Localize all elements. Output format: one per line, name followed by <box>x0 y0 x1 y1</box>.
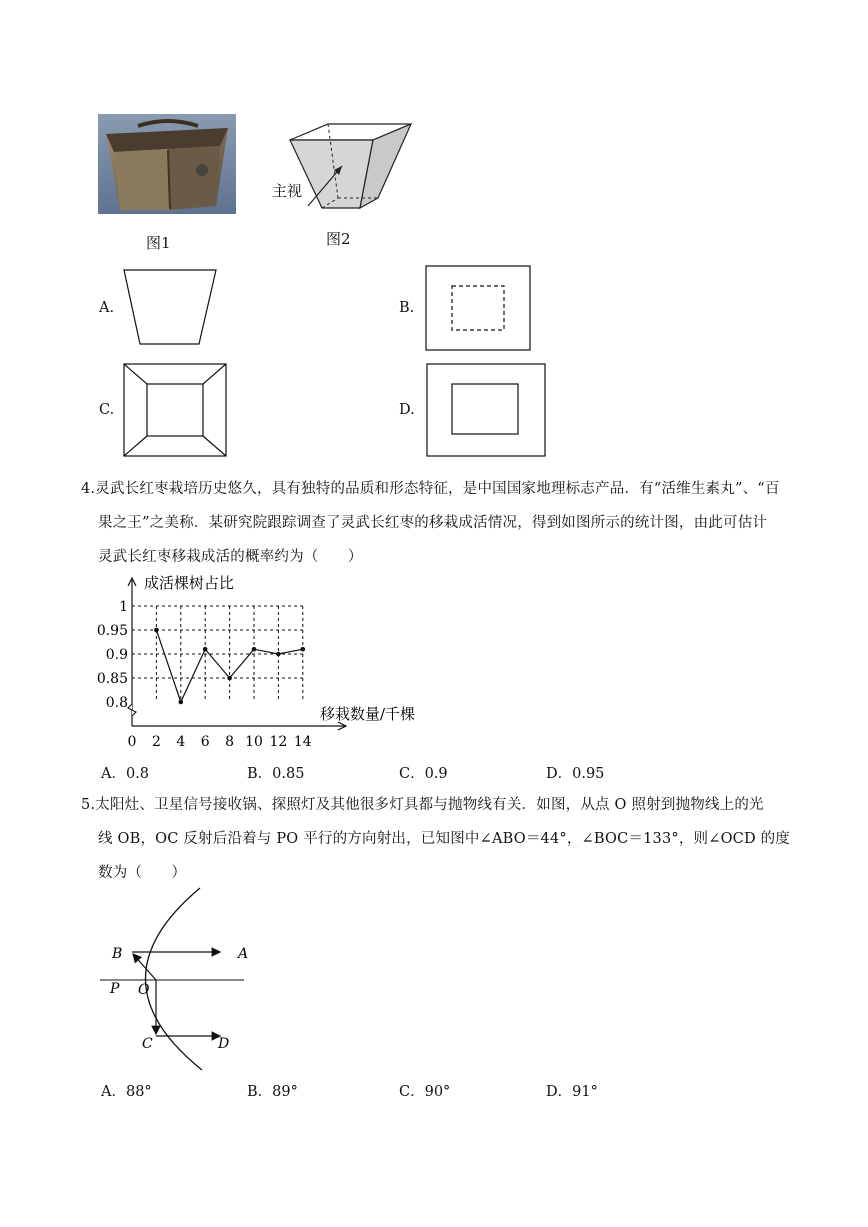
q5-line1: 太阳灶、卫星信号接收锅、探照灯及其他很多灯具都与抛物线有关．如图，从点 O 照射到抛物线上的光 <box>95 797 764 813</box>
q5-option-d: D．91° <box>546 1084 598 1100</box>
x-tick-label: 10 <box>245 734 263 750</box>
y-tick-label: 1 <box>119 599 128 615</box>
chart-y-label: 成活棵树占比 <box>144 574 235 592</box>
data-point <box>179 700 184 705</box>
survival-rate-chart <box>96 572 450 752</box>
data-point <box>154 628 159 633</box>
fig1-photo <box>98 114 236 214</box>
axis-break <box>128 704 136 716</box>
y-tick-label: 0.9 <box>105 647 128 663</box>
data-point <box>203 647 208 652</box>
x-tick-label: 14 <box>293 734 312 750</box>
chart-ticks <box>97 599 312 750</box>
q5-line3: 数为（ ） <box>98 865 187 881</box>
q3-option-a-label: A. <box>99 300 115 316</box>
y-tick-label: 0.95 <box>96 623 128 639</box>
q4-number: 4. <box>81 481 96 497</box>
x-tick-label: 8 <box>225 734 235 750</box>
frustum-diagram <box>268 118 418 218</box>
q4-line1: 灵武长红枣栽培历史悠久，具有独特的品质和形态特征，是中国国家地理标志产品．有“活维生素丸”、“百 <box>95 481 780 497</box>
q3-option-b-shape <box>424 264 534 354</box>
data-point <box>301 647 306 652</box>
fig1-caption: 图1 <box>146 234 171 252</box>
fig2-label: 主视 <box>272 182 303 200</box>
data-point <box>227 676 232 681</box>
x-tick-label: 0 <box>127 734 137 750</box>
q4-option-c: C．0.9 <box>399 766 448 782</box>
x-tick-label: 4 <box>176 734 186 750</box>
q3-option-a-shape <box>120 268 220 348</box>
data-point <box>276 652 281 657</box>
q4-text <box>81 472 801 574</box>
parabola-diagram <box>96 888 266 1073</box>
q4-option-b: B．0.85 <box>247 766 305 782</box>
point-d-label: D <box>218 1036 230 1052</box>
data-point <box>252 647 257 652</box>
q3-option-c-shape <box>120 362 230 458</box>
fig2-caption: 图2 <box>326 230 351 248</box>
q5-line2: 线 OB，OC 反射后沿着与 PO 平行的方向射出，已知图中∠ABO＝44°，∠BOC＝133°，则∠OCD 的度 <box>98 831 790 847</box>
fig2-diagram <box>268 118 418 218</box>
q3-option-c-label: C. <box>99 402 115 418</box>
point-b-label: B <box>112 946 123 962</box>
q4-option-d: D．0.95 <box>546 766 605 782</box>
q4-line3: 灵武长红枣移栽成活的概率约为（ ） <box>98 549 363 565</box>
y-tick-label: 0.85 <box>96 671 128 687</box>
q3-option-d-label: D. <box>399 402 415 418</box>
q4-option-a: A．0.8 <box>101 766 150 782</box>
point-p-label: P <box>110 981 120 997</box>
x-tick-label: 6 <box>200 734 210 750</box>
q3-option-b-label: B. <box>399 300 415 316</box>
y-tick-label: 0.8 <box>105 695 128 711</box>
point-a-label: A <box>238 946 249 962</box>
q5-number: 5. <box>81 797 96 813</box>
q5-text <box>81 788 801 890</box>
x-tick-label: 2 <box>151 734 161 750</box>
q5-option-c: C．90° <box>399 1084 451 1100</box>
chart-x-label: 移栽数量/千棵 <box>320 705 416 723</box>
q5-option-b: B．89° <box>247 1084 298 1100</box>
q5-option-a: A．88° <box>101 1084 152 1100</box>
wooden-bucket-photo <box>98 114 236 214</box>
point-c-label: C <box>142 1036 153 1052</box>
x-tick-label: 12 <box>269 734 288 750</box>
point-o-label: O <box>138 982 150 998</box>
q3-option-d-shape <box>424 362 548 458</box>
q4-line2: 果之王”之美称．某研究院跟踪调查了灵武长红枣的移栽成活情况，得到如图所示的统计图，由此可估计 <box>98 515 768 531</box>
